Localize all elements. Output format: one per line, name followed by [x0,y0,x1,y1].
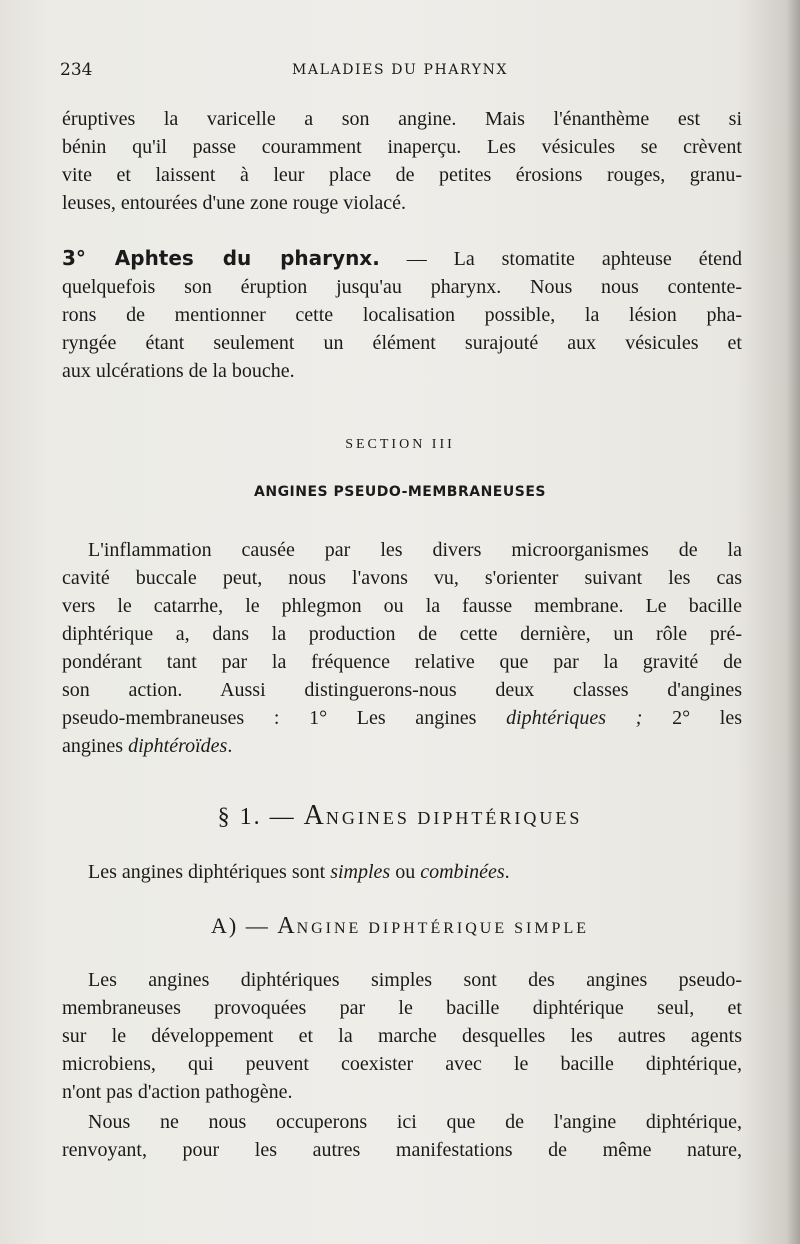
text-line: vite et laissent à leur place de petites érosions rouges, granu- [62,164,742,186]
text-line: éruptives la varicelle a son angine. Mais l'énanthème est si [62,108,742,130]
text-line: rons de mentionner cette localisation possible, la lésion pha- [62,304,742,326]
section-title: ANGINES PSEUDO-MEMBRANEUSES [254,484,546,500]
text-line: ryngée étant seulement un élément surajouté aux vésicules et [62,332,742,354]
text-fragment: 2° les [642,707,742,729]
text-fragment: angines [62,735,129,757]
heading-prefix: A) — [211,913,278,938]
paragraph-inflammation [62,536,742,760]
text-line: leuses, entourées d'une zone rouge violacé. [62,192,407,214]
text-fragment: Les angines diphtériques sont [88,861,331,883]
subsection-heading-angines-diphteriques [60,800,740,832]
text-line: aux ulcérations de la bouche. [62,360,295,382]
heading-initial: A [303,800,326,831]
paragraph-angines-simples [62,966,742,1106]
italic-term: simples [330,861,391,883]
italic-term: combinées [420,861,505,883]
text-line: membraneuses provoquées par le bacille diphtérique seul, et [62,997,742,1019]
runin-heading: 3° Aphtes du pharynx. [62,246,380,270]
text-line [62,858,742,886]
text-line [62,732,742,760]
text-line: microbiens, qui peuvent coexister avec le bacille diphtérique, [62,1053,742,1075]
heading-rest: NGINES DIPHTÉRIQUES [325,808,583,828]
text-line [62,704,742,732]
text-line [62,244,742,273]
page-header [60,60,740,84]
text-fragment: pseudo-membraneuses : 1° Les angines [62,707,507,729]
page-number: 234 [60,60,93,80]
text-line: Nous ne nous occuperons ici que de l'angine diphtérique, [88,1111,742,1133]
text-line: n'ont pas d'action pathogène. [62,1081,293,1103]
text-line: vers le catarrhe, le phlegmon ou la fausse membrane. Le bacille [62,595,742,617]
text-line: pondérant tant par la fréquence relative que par la gravité de [62,651,742,673]
paragraph-aphtes [62,244,742,385]
text-line: cavité buccale peut, nous l'avons vu, s'orienter suivant les cas [62,567,742,589]
paragraph-simples-combinees [62,858,742,886]
text-line: L'inflammation causée par les divers microorganismes de la [88,539,742,561]
text-line: sur le développement et la marche desquelles les autres agents [62,1025,742,1047]
subsection-heading-angine-simple [60,913,740,940]
italic-term: diphtéroïdes [128,735,228,757]
text-line: renvoyant, pour les autres manifestations de même nature, [62,1139,742,1161]
italic-term: diphtériques ; [506,707,643,729]
text-line: quelquefois son éruption jusqu'au pharynx. Nous nous contente- [62,276,742,298]
text-fragment: . [227,735,233,757]
text-line: diphtérique a, dans la production de cette dernière, un rôle pré- [62,623,742,645]
running-head: MALADIES DU PHARYNX [291,62,509,78]
section-label: SECTION III [345,437,455,452]
text-fragment: . [504,861,510,883]
heading-initial: A [277,913,297,939]
text-line: son action. Aussi distinguerons-nous deux classes d'angines [62,679,742,701]
heading-prefix: § 1. — [217,804,304,830]
paragraph-nous-ne-nous [62,1108,742,1164]
text-line: bénin qu'il passe couramment inaperçu. Les vésicules se crèvent [62,136,742,158]
page-edge-shadow [786,0,800,1244]
paragraph-varicelle [62,105,742,217]
heading-rest: NGINE DIPHTÉRIQUE SIMPLE [296,920,589,937]
text-fragment: — La stomatite aphteuse étend [379,248,742,270]
text-fragment: ou [390,861,421,883]
text-line: Les angines diphtériques simples sont des angines pseudo- [88,969,742,991]
